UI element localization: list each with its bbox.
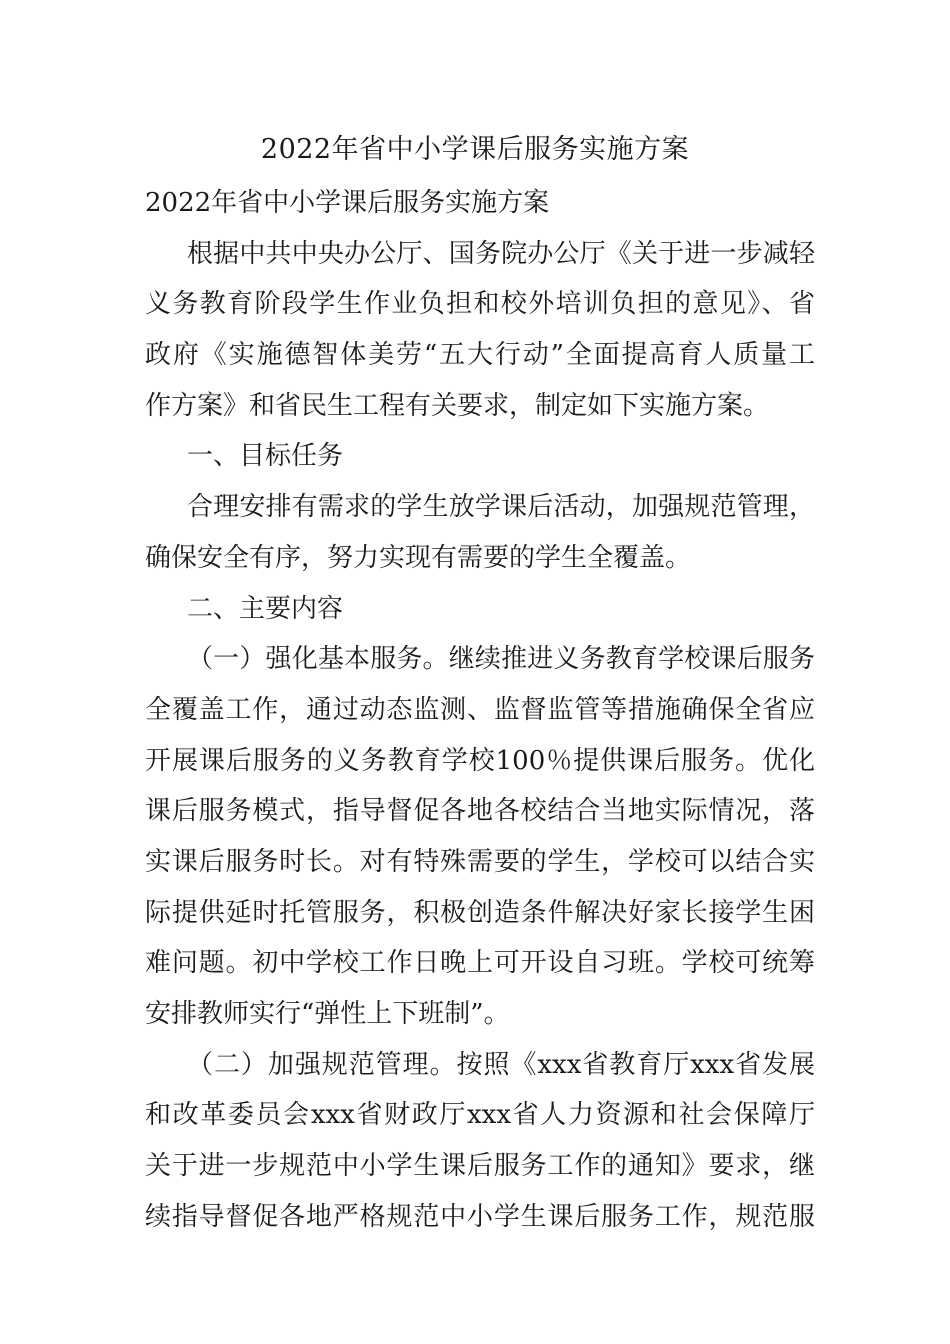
paragraph-goals bbox=[145, 482, 815, 583]
text-line: 际提供延时托管服务，积极创造条件解决好家长接学生困 bbox=[145, 897, 815, 928]
paragraph-basis bbox=[145, 229, 815, 432]
text-line: 根据中共中央办公厅、国务院办公厅《关于进一步减轻 bbox=[187, 238, 815, 269]
paragraph-basic-service bbox=[145, 634, 815, 1040]
document-subtitle: 2022年省中小学课后服务实施方案 bbox=[145, 188, 550, 218]
text-line: 确保安全有序，努力实现有需要的学生全覆盖。 bbox=[145, 542, 692, 573]
text-line: 安排教师实行“弹性上下班制”。 bbox=[145, 999, 510, 1029]
text-line: 实课后服务时长。对有特殊需要的学生，学校可以结合实 bbox=[145, 846, 815, 877]
text-line: 合理安排有需求的学生放学课后活动，加强规范管理， bbox=[187, 492, 815, 523]
text-line: 关于进一步规范中小学生课后服务工作的通知》要求，继 bbox=[145, 1151, 815, 1182]
text-line: （一）强化基本服务。继续推进义务教育学校课后服务 bbox=[187, 644, 815, 675]
text-line: 难问题。初中学校工作日晚上可开设自习班。学校可统筹 bbox=[145, 948, 815, 979]
text-line: 政府《实施德智体美劳“五大行动”全面提高育人质量工 bbox=[145, 340, 815, 371]
paragraph-management bbox=[145, 1040, 815, 1243]
text-line: 开展课后服务的义务教育学校100％提供课后服务。优化 bbox=[145, 745, 815, 776]
document-body bbox=[145, 178, 815, 1242]
text-line: 作方案》和省民生工程有关要求，制定如下实施方案。 bbox=[145, 390, 770, 421]
section-heading-content bbox=[145, 584, 815, 635]
text-line: 和改革委员会xxx省财政厅xxx省人力资源和社会保障厅 bbox=[145, 1100, 815, 1131]
text-line: （二）加强规范管理。按照《xxx省教育厅xxx省发展 bbox=[187, 1049, 815, 1080]
section-heading-goals bbox=[145, 431, 815, 482]
text-line: 全覆盖工作，通过动态监测、监督监管等措施确保全省应 bbox=[145, 694, 815, 725]
document-title: 2022年省中小学课后服务实施方案 bbox=[260, 134, 690, 165]
text-line: 义务教育阶段学生作业负担和校外培训负担的意见》、省 bbox=[145, 289, 815, 320]
section-heading: 二、主要内容 bbox=[187, 593, 344, 624]
text-line: 课后服务模式，指导督促各地各校结合当地实际情况，落 bbox=[145, 796, 815, 827]
section-heading: 一、目标任务 bbox=[187, 441, 344, 472]
text-line: 续指导督促各地严格规范中小学生课后服务工作，规范服 bbox=[145, 1201, 815, 1232]
